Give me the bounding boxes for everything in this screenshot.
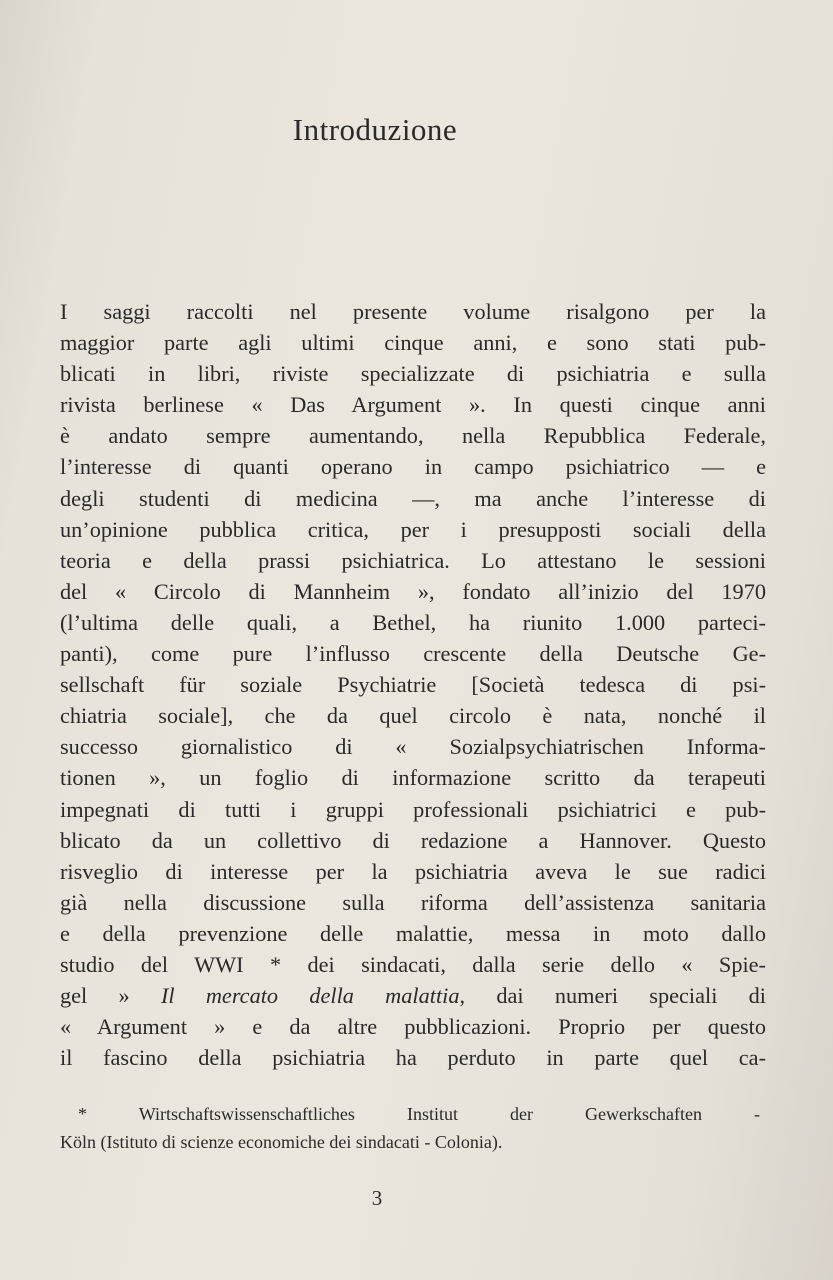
text-line: l’interesse di quanti operano in campo psichiatrico — e [60, 454, 766, 480]
text-line: I saggi raccolti nel presente volume risalgono per la [60, 299, 766, 324]
footnote-line: Köln (Istituto di scienze economiche dei sindacati - Colonia). [60, 1132, 503, 1152]
text-segment: gel » [60, 983, 161, 1009]
text-line: chiatria sociale], che da quel circolo è nata, nonché il [60, 703, 766, 729]
text-segment: , dai numeri speciali di [459, 983, 766, 1009]
text-line: impegnati di tutti i gruppi professionali psichiatrici e pub- [60, 796, 766, 822]
text-line: maggior parte agli ultimi cinque anni, e sono stati pub- [60, 330, 766, 356]
text-line: « Argument » e da altre pubblicazioni. Proprio per questo [60, 1014, 766, 1040]
text-line: (l’ultima delle quali, a Bethel, ha riunito 1.000 parteci- [60, 609, 766, 635]
text-line: già nella discussione sulla riforma dell’assistenza sanitaria [60, 889, 766, 915]
text-line: panti), come pure l’influsso crescente della Deutsche Ge- [60, 641, 766, 667]
text-line: risveglio di interesse per la psichiatria aveva le sue radici [60, 858, 766, 884]
text-line: degli studenti di medicina —, ma anche l’interesse di [60, 485, 766, 511]
text-line: sellschaft für soziale Psychiatrie [Società tedesca di psi- [60, 672, 766, 698]
page-number: 3 [371, 1186, 383, 1210]
text-line: blicati in libri, riviste specializzate di psichiatria e sulla [60, 361, 766, 387]
text-line: teoria e della prassi psichiatrica. Lo attestano le sessioni [60, 547, 766, 573]
text-line-with-italic [60, 980, 766, 1011]
body-text [60, 296, 766, 1073]
text-line: blicato da un collettivo di redazione a Hannover. Questo [60, 827, 766, 853]
text-line: un’opinione pubblica critica, per i presupposti sociali della [60, 516, 766, 542]
text-line: del « Circolo di Mannheim », fondato all’inizio del 1970 [60, 578, 766, 604]
text-line: rivista berlinese « Das Argument ». In questi cinque anni [60, 392, 766, 418]
italic-title: Il mercato della malattia [160, 983, 460, 1009]
text-line: e della prevenzione delle malattie, messa in moto dallo [60, 920, 766, 946]
text-line: è andato sempre aumentando, nella Repubblica Federale, [60, 423, 766, 449]
text-line: il fascino della psichiatria ha perduto in parte quel ca- [60, 1045, 766, 1071]
chapter-title: Introduzione [292, 112, 458, 147]
text-line: tionen », un foglio di informazione scritto da terapeuti [60, 765, 766, 791]
footnote [60, 1100, 760, 1156]
text-line: successo giornalistico di « Sozialpsychiatrischen Informa- [60, 734, 766, 760]
footnote-line: * Wirtschaftswissenschaftliches Institut der Gewerkschaften - [78, 1104, 760, 1124]
text-line: studio del WWI * dei sindacati, dalla serie dello « Spie- [60, 951, 766, 977]
